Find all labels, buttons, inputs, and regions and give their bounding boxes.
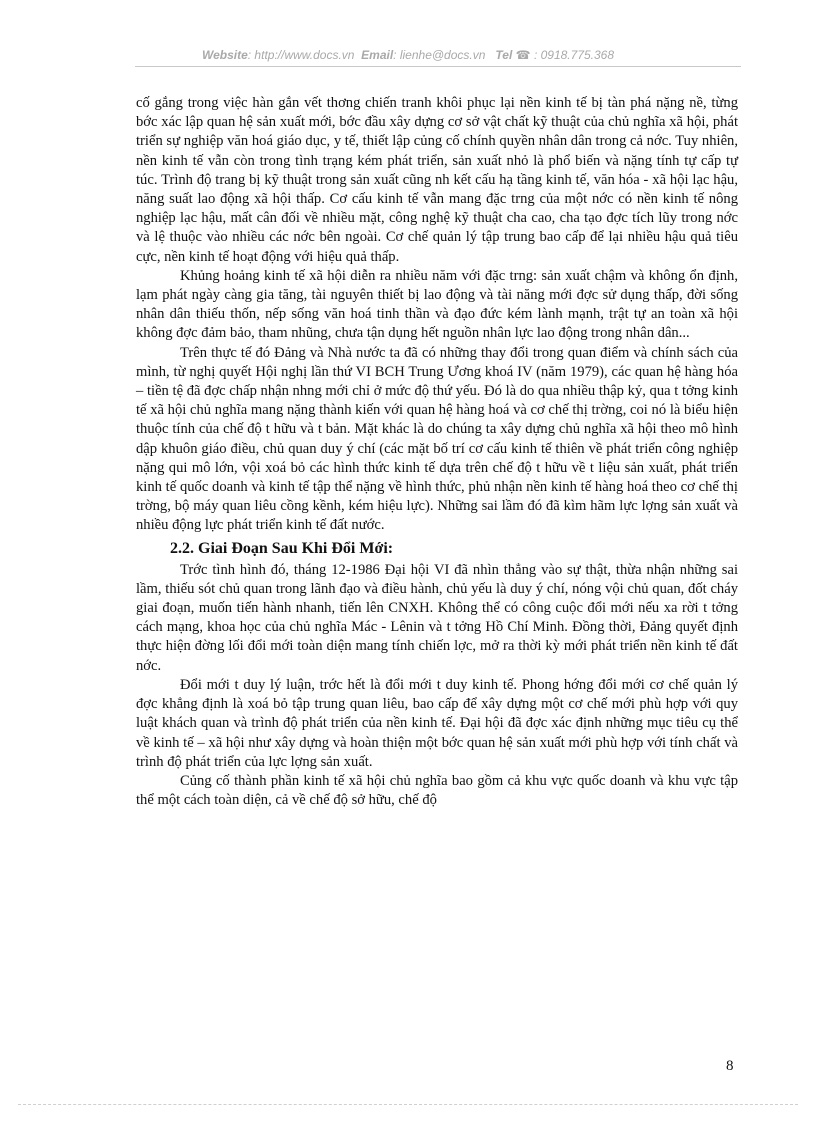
section-heading: 2.2. Giai Đoạn Sau Khi Đổi Mới: (170, 539, 394, 557)
paragraph: Trớc tình hình đó, tháng 12-1986 Đại hội VI đã nhìn thẳng vào sự thật, thừa nhận những sai lầm, thiếu sót chủ quan trong lãnh đạo và điều hành, chủ yếu là duy ý chí, nóng vội chủ quan, đốt cháy giai đoạn, muốn tiến hành nhanh, tiến lên CNXH. Không thể có công cuộc đổi mới nếu xa rời t tởng cách mạng, khoa học của chủ nghĩa Mác - Lênin và t tởng Hồ Chí Minh. Đồng thời, Đảng quyết định thực hiện đờng lối đổi mới toàn diện mang tính chiến lợc, mở ra thời kỳ mới phát triển nền kinh tế đất nớc. (136, 561, 738, 674)
document-body (136, 94, 738, 810)
page-header (0, 48, 816, 62)
page-number: 8 (726, 1058, 734, 1074)
header-divider (135, 66, 741, 67)
email-label: Email (361, 48, 394, 62)
paragraph: Khủng hoảng kinh tế xã hội diễn ra nhiều năm với đặc trng: sản xuất chậm và không ổn định, lạm phát ngày càng gia tăng, tài nguyên thiết bị lao động và tài năng mới đợc sử dụng thấp, đời sống nhân dân thiếu thốn, nếp sống văn hoá tinh thần và đạo đức kém lành mạnh, trật tự an toàn xã hội không đợc đảm bảo, tham nhũng, chưa tận dụng hết nguồn nhân lực lao động trong nhân dân... (136, 267, 738, 342)
tel-label: Tel (495, 48, 513, 62)
paragraph: cố gắng trong việc hàn gắn vết thơng chiến tranh khôi phục lại nền kinh tế bị tàn phá nặng nề, từng bớc xác lập quan hệ sản xuất mới, bớc đầu xây dựng cơ sở vật chất kỹ thuật của chủ nghĩa xã hội, phát triển sự nghiệp văn hoá giáo dục, y tế, thiết lập củng cố chính quyền nhân dân trong cả nớc. Tuy nhiên, nền kinh tế vẫn còn trong tình trạng kém phát triển, sản xuất nhỏ là phổ biến và nặng tính tự cấp tự túc. Trình độ trang bị kỹ thuật trong sản xuất cũng nh kết cấu hạ tầng kinh tế, văn hóa - xã hội lạc hậu, năng suất lao động xã hội thấp. Cơ cấu kinh tế vẫn mang đặc trng của một nớc có nền kinh tế nông nghiệp lạc hậu, mất cân đối về nhiều mặt, công nghệ kỹ thuật cha cao, cha tạo đợc tích lũy trong nớc và lệ thuộc vào nhiều các nớc bên ngoài. Cơ chế quản lý tập trung bao cấp để lại nhiều hậu quả tiêu cực, nền kinh tế hoạt động với hiệu quả thấp. (136, 95, 738, 265)
website-value: : http://www.docs.vn (247, 48, 355, 62)
paragraph: Củng cố thành phần kinh tế xã hội chủ nghĩa bao gồm cả khu vực quốc doanh và khu vực tập thể một cách toàn diện, cả về chế độ sở hữu, chế độ (136, 772, 738, 809)
paragraph: Đổi mới t duy lý luận, trớc hết là đổi mới t duy kinh tế. Phong hớng đổi mới cơ chế quản lý đợc khẳng định là xoá bỏ tập trung quan liêu, bao cấp để xây dựng một cơ chế mới phù hợp với quy luật khách quan và trình độ phát triển của nền kinh tế. Đại hội đã đợc xác định những mục tiêu cụ thể về kinh tế – xã hội như xây dựng và hoàn thiện một bớc quan hệ sản xuất mới phù hợp với tính chất và trình độ phát triển của lực lợng sản xuất. (136, 676, 738, 770)
email-value: : lienhe@docs.vn (393, 48, 486, 62)
paragraph: Trên thực tế đó Đảng và Nhà nước ta đã có những thay đổi trong quan điểm và chính sách của mình, từ nghị quyết Hội nghị lần thứ VI BCH Trung Ương khoá IV (năm 1979), các quan hệ hàng hóa – tiền tệ đã đợc chấp nhận nhng mới chỉ ở mức độ thứ yếu. Đó là do qua nhiều thập kỷ, qua t tởng kinh tế xã hội chủ nghĩa mang nặng thành kiến với quan hệ hàng hoá và cơ chế thị trờng, coi nó là biểu hiện thuộc tính của chế độ t hữu và t bản. Mặt khác là do chúng ta xây dựng chủ nghĩa xã hội theo mô hình dập khuôn giáo điều, chủ quan duy ý chí (các mặt bố trí cơ cấu kinh tế thiên về phát triển công nghiệp nặng qui mô lớn, vội xoá bỏ các hình thức kinh tế dựa trên chế độ t hữu về t liệu sản xuất, phát triển kinh tế quốc doanh và kinh tế tập thể nặng về hình thức, phủ nhận nền kinh tế hàng hoá theo cơ chế thị trờng, bộ máy quan liêu cồng kềnh, kém hiệu lực). Những sai lầm đó đã kìm hãm lực lợng sản xuất và nhiều động lực phát triển kinh tế đất nước. (136, 344, 738, 534)
bottom-divider (18, 1104, 798, 1105)
tel-value: ☎ : 0918.775.368 (512, 48, 615, 62)
website-label: Website (201, 48, 248, 62)
